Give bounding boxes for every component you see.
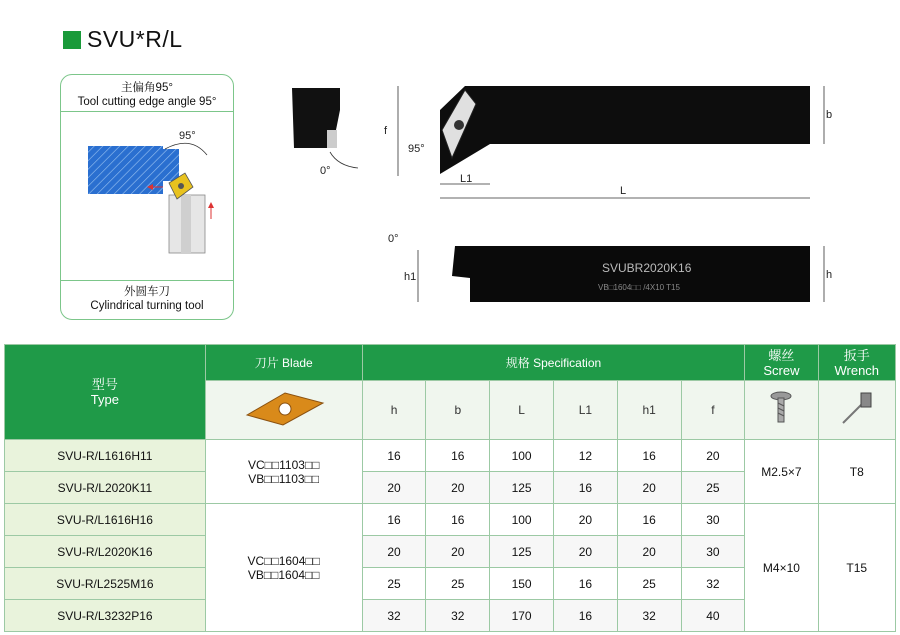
value-cell: 32	[617, 600, 681, 632]
diagram-angle-label: 95°	[179, 130, 196, 142]
dim-h-label: h	[826, 269, 833, 281]
value-cell: 20	[426, 472, 490, 504]
value-cell: 16	[362, 504, 426, 536]
type-cell: SVU-R/L2020K11	[5, 472, 206, 504]
value-cell: 30	[681, 536, 745, 568]
value-cell: 20	[617, 536, 681, 568]
value-cell: 20	[553, 504, 617, 536]
blade-cell-group1: VC□□1103□□ VB□□1103□□	[205, 440, 362, 504]
screw-cell-group1: M2.5×7	[745, 440, 818, 504]
value-cell: 16	[553, 600, 617, 632]
title-marker	[63, 31, 81, 49]
wrench-image	[818, 381, 895, 440]
value-cell: 20	[681, 440, 745, 472]
screw-header: 螺丝 Screw	[745, 345, 818, 381]
type-cell: SVU-R/L1616H11	[5, 440, 206, 472]
type-cell: SVU-R/L1616H16	[5, 504, 206, 536]
dim-h1-label: h1	[404, 271, 417, 283]
diagram-bottom-en: Cylindrical turning tool	[90, 300, 204, 312]
value-cell: 25	[426, 568, 490, 600]
end-view-angle: 0°	[320, 165, 331, 177]
side-view-angle: 0°	[388, 233, 399, 245]
value-cell: 20	[362, 536, 426, 568]
value-cell: 16	[617, 440, 681, 472]
blade-icon	[239, 389, 329, 429]
dim-l1-label: L1	[460, 173, 473, 185]
value-cell: 20	[362, 472, 426, 504]
page-title: SVU*R/L	[87, 26, 183, 52]
value-cell: 100	[490, 440, 554, 472]
value-cell: 32	[426, 600, 490, 632]
value-cell: 25	[681, 472, 745, 504]
dim-b-label: b	[826, 109, 833, 121]
value-cell: 40	[681, 600, 745, 632]
value-cell: 16	[553, 472, 617, 504]
value-cell: 20	[617, 472, 681, 504]
page-title-wrap	[63, 26, 183, 53]
wrench-header: 扳手 Wrench	[818, 345, 895, 381]
blade-insert-image	[205, 381, 362, 440]
wrench-icon	[837, 389, 877, 429]
value-cell: 20	[426, 536, 490, 568]
wrench-cell-group1: T8	[818, 440, 895, 504]
value-cell: 16	[426, 504, 490, 536]
diagram-top-caption	[61, 81, 233, 109]
value-cell: 100	[490, 504, 554, 536]
value-cell: 25	[362, 568, 426, 600]
cutting-angle-diagram	[60, 74, 234, 320]
diagram-top-zh: 主偏角95°	[121, 82, 173, 94]
dim-f-label: f	[384, 125, 388, 137]
value-cell: 30	[681, 504, 745, 536]
value-cell: 16	[617, 504, 681, 536]
diagram-bottom-zh: 外圆车刀	[124, 286, 170, 298]
screw-cell-group2: M4×10	[745, 504, 818, 632]
col-h: h	[362, 381, 426, 440]
technical-drawing	[280, 70, 840, 320]
wrench-cell-group2: T15	[818, 504, 895, 632]
type-cell: SVU-R/L2525M16	[5, 568, 206, 600]
type-cell: SVU-R/L2020K16	[5, 536, 206, 568]
type-cell: SVU-R/L3232P16	[5, 600, 206, 632]
value-cell: 16	[426, 440, 490, 472]
diagram-top-en: Tool cutting edge angle 95°	[77, 96, 217, 108]
screw-icon	[766, 389, 796, 429]
value-cell: 16	[362, 440, 426, 472]
diagram-divider-bottom	[61, 280, 233, 281]
col-f: f	[681, 381, 745, 440]
specification-table	[4, 344, 896, 632]
holder-engraving-2: VB□1604□□ /4X10 T15	[598, 283, 680, 292]
value-cell: 16	[553, 568, 617, 600]
top-view-holder	[440, 86, 810, 174]
blade-header: 刀片 Blade	[205, 345, 362, 381]
holder-engraving: SVUBR2020K16	[602, 261, 692, 275]
top-view-angle: 95°	[408, 143, 425, 155]
value-cell: 170	[490, 600, 554, 632]
diagram-bottom-caption	[61, 285, 233, 313]
value-cell: 125	[490, 472, 554, 504]
value-cell: 20	[553, 536, 617, 568]
blade-cell-group2: VC□□1604□□ VB□□1604□□	[205, 504, 362, 632]
value-cell: 125	[490, 536, 554, 568]
value-cell: 150	[490, 568, 554, 600]
value-cell: 25	[617, 568, 681, 600]
col-l1: L1	[553, 381, 617, 440]
type-header: 型号 Type	[5, 345, 206, 440]
dim-l-label: L	[620, 185, 627, 197]
col-h1: h1	[617, 381, 681, 440]
spec-header: 规格 Specification	[362, 345, 745, 381]
turning-illustration	[61, 111, 233, 281]
value-cell: 12	[553, 440, 617, 472]
value-cell: 32	[362, 600, 426, 632]
value-cell: 32	[681, 568, 745, 600]
col-b: b	[426, 381, 490, 440]
col-l: L	[490, 381, 554, 440]
screw-image	[745, 381, 818, 440]
